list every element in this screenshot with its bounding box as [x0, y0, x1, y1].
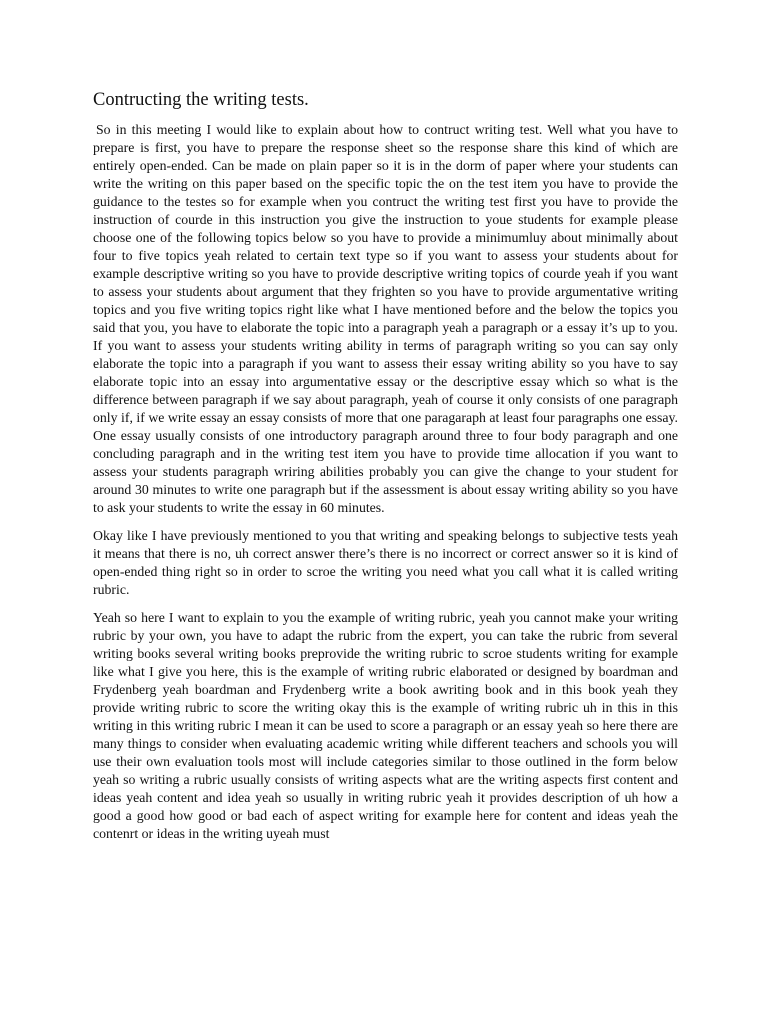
paragraph-3: Yeah so here I want to explain to you the example of writing rubric, yeah you cannot make your writing rubric by your own, you have to adapt the rubric from the expert, you can take the rubric from several writing books several writing books preprovide the writing rubric to scroe students writing for example like what I give you here, this is the example of writing rubric elaborated or designed by boardman and Frydenberg yeah boardman and Frydenberg write a book awriting book and in this book yeah they provide writing rubric to score the writing okay this is the example of writing rubric uh in this in this writing in this writing rubric I mean it can be used to score a paragraph or an essay yeah so here there are many things to consider when evaluating academic writing while different teachers and schools you will use their own evaluation tools most will include categories similar to those outlined in the form below yeah so writing a rubric usually consists of writing aspects what are the writing aspects first content and ideas yeah content and idea yeah so usually in writing rubric yeah it provides description of uh how a good a good how good or bad each of aspect writing for example here for content and ideas yeah the contenrt or ideas in the writing uyeah must [93, 610, 678, 841]
paragraph-1: So in this meeting I would like to explain about how to contruct writing test. Well what you have to prepare is first, you have to prepare the response sheet so the response share this kind of which are entirely open-ended. Can be made on plain paper so it is in the dorm of paper where your students can write the writing on this paper based on the specific topic the on the test item you have to provide the guidance to the testes so for example when you contruct the writing test first you have to provide the instruction of courde in this instruction you give the instruction to youe students for example please choose one of the following topics below so you have to provide a minimumluy about minimally about four to five topics yeah related to certain text type so if you want to assess your students about for example descriptive writing so you have to provide descriptive writing topics of courde yeah if you want to assess your students about argument that they frighten so you have to provide argumentative writing topics and you five writing topics right like what I have mentioned before and the below the topics you said that you, you have to elaborate the topic into a paragraph yeah a paragraph or a essay it’s up to you. If you want to assess your students writing ability in terms of paragraph writing so you can say only elaborate the topic into a paragraph if you want to assess their essay writing ability so you have to say elaborate topic into an essay into argumentative essay or the descriptive essay which so what is the difference between paragraph if we say about paragraph, yeah of course it only consists of one paragraph only if, if we write essay an essay consists of more that one paragaraph at least four paragraphs one essay. One essay usually consists of one introductory paragraph around three to four body paragraph and one concluding paragraph and in the writing test item you have to provide time allocation if you want to assess your students paragraph wriring abilities probably you can give the change to your student for around 30 minutes to write one paragraph but if the assessment is about essay writing ability so you have to ask your students to write the essay in 60 minutes. [93, 122, 678, 515]
paragraph-2: Okay like I have previously mentioned to you that writing and speaking belongs to subjective tests yeah it means that there is no, uh correct answer there’s there is no incorrect or correct answer so it is kind of open-ended thing right so in order to scroe the writing you need what you call what it is called writing rubric. [93, 528, 678, 597]
document-title: Contructing the writing tests. [93, 90, 309, 110]
document-page [93, 88, 678, 853]
